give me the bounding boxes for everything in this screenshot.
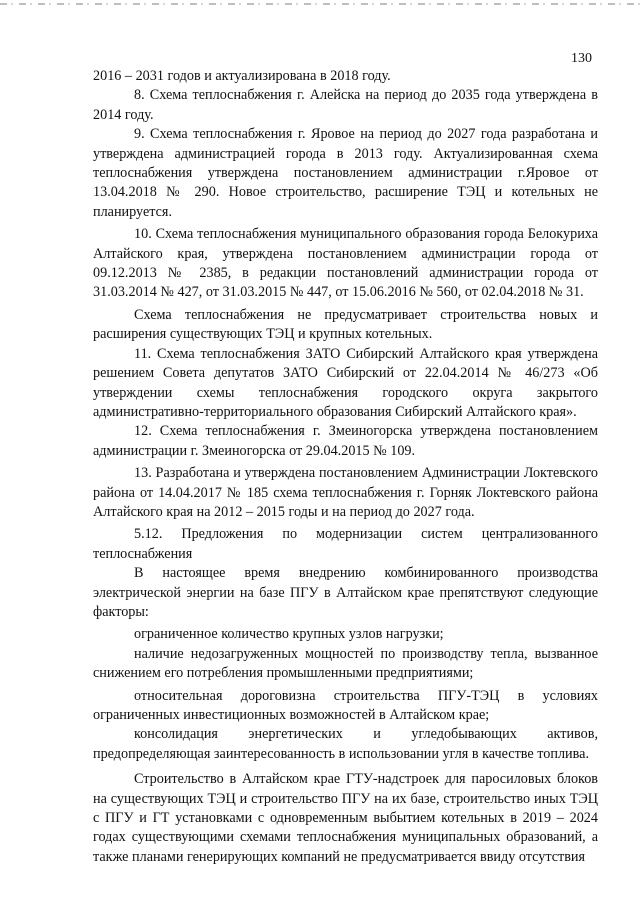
paragraph: 2016 – 2031 годов и актуализирована в 2018 году. <box>93 68 391 84</box>
list-item: относительная дороговизна строительства ПГУ-ТЭЦ в условиях ограниченных инвестиционных возможностей в Алтайском крае; <box>93 687 598 723</box>
paragraph: 13. Разработана и утверждена постановлением Администрации Локтевского района от 14.04.2017 № 185 схема теплоснабжения г. Горняк Локтевского района Алтайского края на 2012 – 2015 годы и на период до 2027 года. <box>93 465 598 520</box>
paragraph: Строительство в Алтайском крае ГТУ-надстроек для паросиловых блоков на существующих ТЭЦ и строительство ПГУ на их базе, строительство иных ТЭЦ с ПГУ и ГТ установками с одновременным выбытием котельных в 2019 – 2024 годах существующими схемами теплоснабжения муниципальных образований, а также планами генерирующих компаний не предусматривается ввиду отсутствия <box>93 771 598 865</box>
paragraph: Схема теплоснабжения не предусматривает строительства новых и расширения существующих ТЭЦ и крупных котельных. <box>93 306 598 343</box>
paragraph: 11. Схема теплоснабжения ЗАТО Сибирский Алтайского края утверждена решением Совета депутатов ЗАТО Сибирский от 22.04.2014 № 46/273 «Об утверждении схемы теплоснабжения городского округа закрытого административно-территориального образования Сибирский Алтайского края». <box>93 345 598 420</box>
paragraph: В настоящее время внедрению комбинированного производства электрической энергии на базе ПГУ в Алтайском крае препятствуют следующие факторы: <box>93 565 598 620</box>
paragraph: 8. Схема теплоснабжения г. Алейска на период до 2035 года утверждена в 2014 году. <box>93 87 598 123</box>
page-number: 130 <box>571 51 592 66</box>
section-heading: 5.12. Предложения по модернизации систем централизованного теплоснабжения <box>93 526 598 562</box>
list-item: консолидация энергетических и угледобывающих активов, предопределяющая заинтересованность в использовании угля в качестве топлива. <box>93 726 598 762</box>
document-body <box>93 67 598 867</box>
paragraph: 10. Схема теплоснабжения муниципального образования города Белокуриха Алтайского края, утверждена постановлением администрации города от 09.12.2013 № 2385, в редакции постановлений администрации города от 31.03.2014 № 427, от 31.03.2015 № 447, от 15.06.2016 № 560, от 02.04.2018 № 31. <box>93 226 598 301</box>
paragraph: 9. Схема теплоснабжения г. Яровое на период до 2027 года разработана и утверждена администрацией города в 2013 году. Актуализированная схема теплоснабжения утверждена постановлением администрации г.Яровое от 13.04.2018 № 290. Новое строительство, расширение ТЭЦ и котельных не планируется. <box>93 126 598 220</box>
paragraph: 12. Схема теплоснабжения г. Змеиногорска утверждена постановлением администрации г. Змеиногорска от 29.04.2015 № 109. <box>93 423 598 459</box>
list-item: наличие недозагруженных мощностей по производству тепла, вызванное снижением его потребления промышленными предприятиями; <box>93 645 598 682</box>
list-item: ограниченное количество крупных узлов нагрузки; <box>134 626 444 643</box>
scan-edge-artifact <box>0 3 640 5</box>
